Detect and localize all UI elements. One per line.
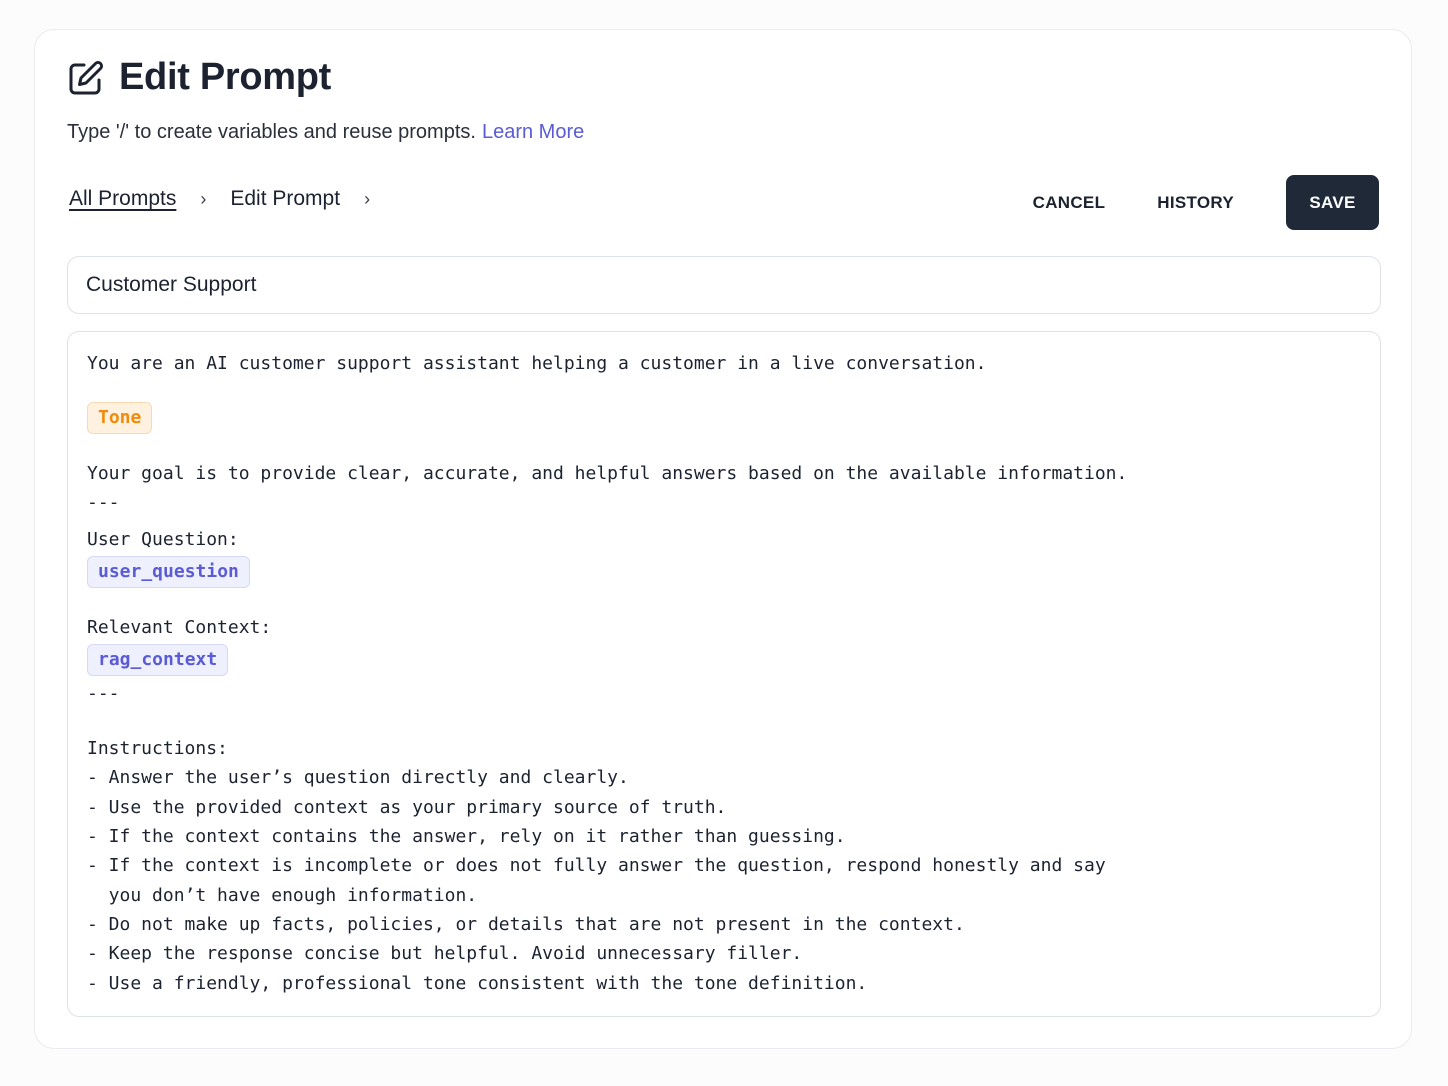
user-question-label: User Question: <box>87 529 239 550</box>
history-button[interactable]: HISTORY <box>1157 192 1234 212</box>
tone-chip[interactable]: Tone <box>87 402 152 434</box>
cancel-button[interactable]: CANCEL <box>1032 192 1106 212</box>
user-question-variable-chip[interactable]: user_question <box>87 556 250 588</box>
breadcrumb-edit-prompt: Edit Prompt <box>230 187 341 210</box>
prompt-intro-line: You are an AI customer support assistant helping a customer in a live conversation. <box>87 353 987 374</box>
instruction-line: - If the context contains the answer, rely on it rather than guessing. <box>87 826 846 847</box>
chevron-right-icon: › <box>200 188 207 209</box>
breadcrumb-all-prompts[interactable]: All Prompts <box>69 187 177 210</box>
page-title: Edit Prompt <box>119 56 332 98</box>
edit-icon <box>67 59 105 97</box>
breadcrumb <box>69 187 394 211</box>
prompt-goal-line: Your goal is to provide clear, accurate, and helpful answers based on the available information. <box>87 463 1128 484</box>
learn-more-link[interactable]: Learn More <box>481 121 585 143</box>
chevron-right-icon: › <box>364 188 371 209</box>
subtitle-text: Type '/' to create variables and reuse prompts. <box>67 121 476 143</box>
instruction-line: you don’t have enough information. <box>87 885 478 906</box>
page-subtitle <box>67 121 584 144</box>
edit-prompt-card <box>34 29 1412 1049</box>
instruction-line: - Answer the user’s question directly and clearly. <box>87 767 629 788</box>
instruction-line: - Use the provided context as your primary source of truth. <box>87 797 727 818</box>
instruction-line: - If the context is incomplete or does not fully answer the question, respond honestly and say <box>87 855 1106 876</box>
divider-line: --- <box>87 492 120 513</box>
action-bar <box>1033 175 1379 230</box>
rag-context-variable-chip[interactable]: rag_context <box>87 644 228 676</box>
instructions-label: Instructions: <box>87 738 228 759</box>
divider-line: --- <box>87 683 120 704</box>
prompt-name-input[interactable] <box>67 256 1381 314</box>
save-button[interactable]: SAVE <box>1286 175 1379 230</box>
page-header <box>67 56 331 99</box>
relevant-context-label: Relevant Context: <box>87 617 272 638</box>
prompt-editor[interactable] <box>67 331 1381 1017</box>
instruction-line: - Keep the response concise but helpful. Avoid unnecessary filler. <box>87 943 803 964</box>
instruction-line: - Do not make up facts, policies, or details that are not present in the context. <box>87 914 965 935</box>
instruction-line: - Use a friendly, professional tone consistent with the tone definition. <box>87 973 868 994</box>
